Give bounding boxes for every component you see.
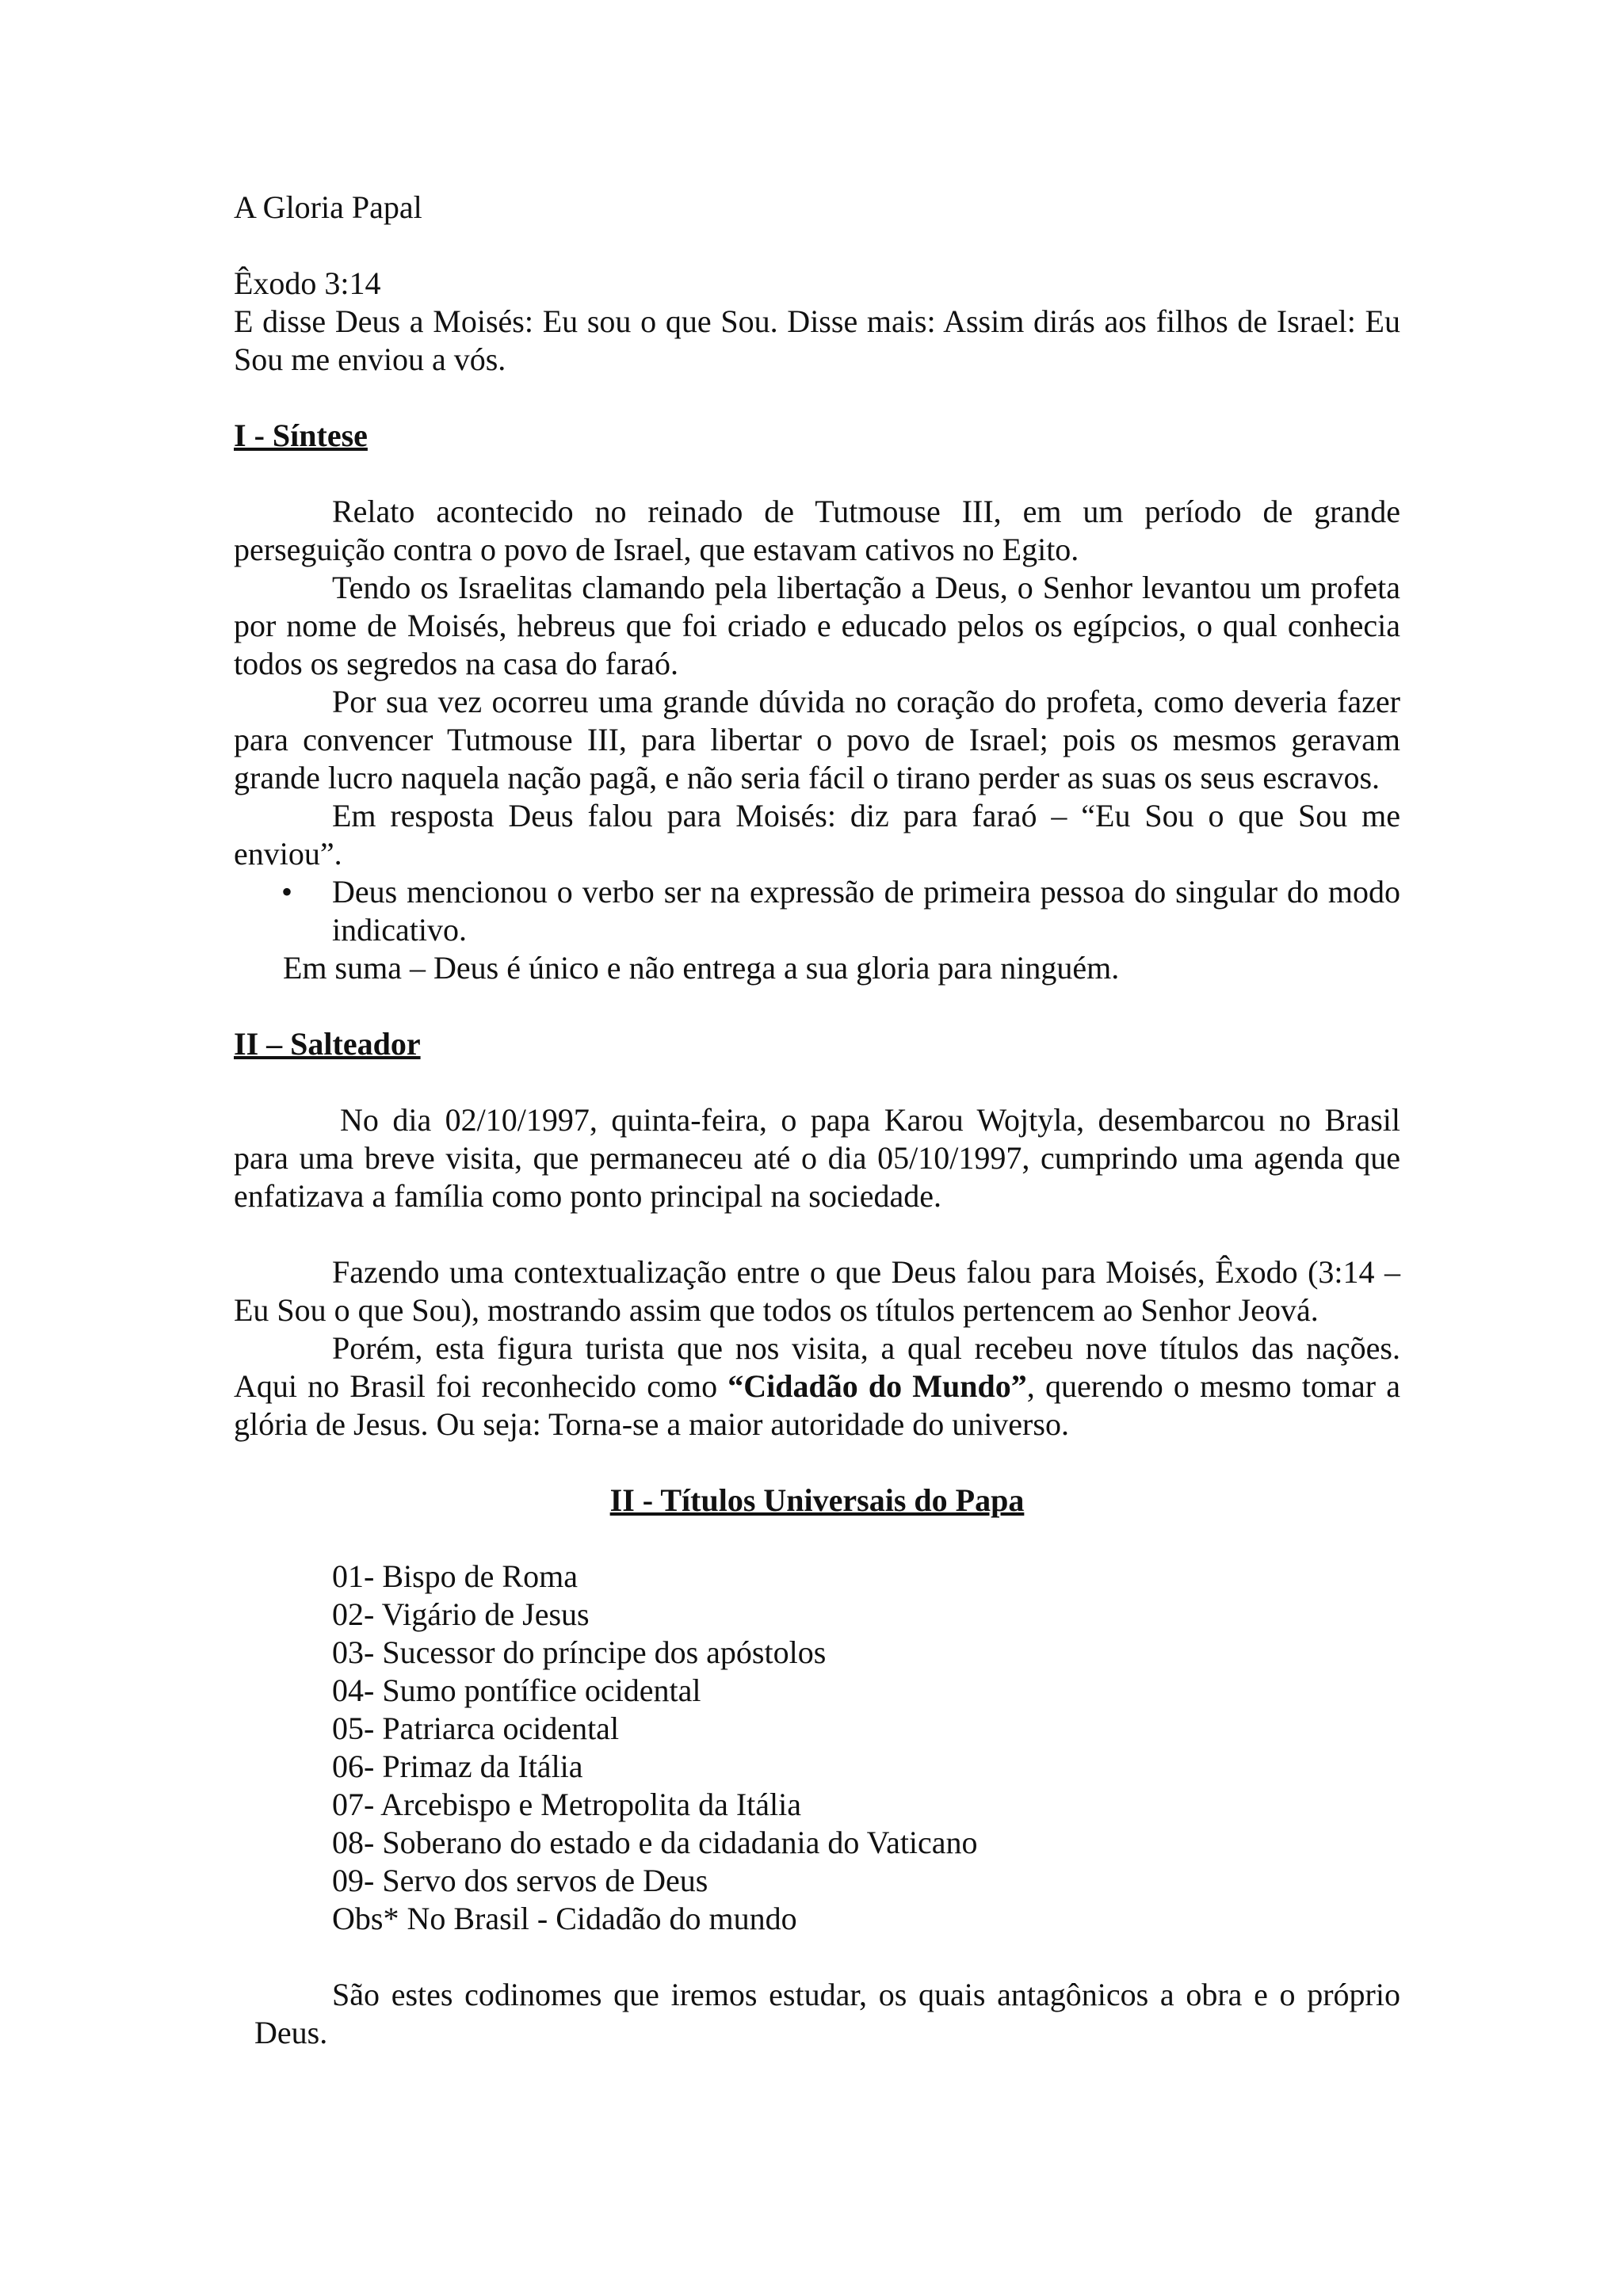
closing-paragraph bbox=[234, 1976, 1400, 2052]
list-item: 08- Soberano do estado e da cidadania do Vaticano bbox=[332, 1825, 978, 1860]
titles-list bbox=[234, 1558, 1400, 1938]
section-heading-salteador: II – Salteador bbox=[234, 1026, 421, 1062]
paragraph: Relato acontecido no reinado de Tutmouse III, em um período de grande perseguição contra o povo de Israel, que estavam cativos no Egito. bbox=[234, 494, 1400, 567]
paragraph: Tendo os Israelitas clamando pela libertação a Deus, o Senhor levantou um profeta por nome de Moisés, hebreus que foi criado e educado pelos os egípcios, o qual conhecia todos os segredos na casa do faraó. bbox=[234, 570, 1400, 681]
bullet-text: Deus mencionou o verbo ser na expressão de primeira pessoa do singular do modo indicativo. bbox=[332, 874, 1400, 948]
list-item: 01- Bispo de Roma bbox=[332, 1558, 578, 1594]
bullet-item bbox=[234, 873, 1400, 949]
document-content bbox=[234, 189, 1400, 2052]
list-item: 05- Patriarca ocidental bbox=[332, 1711, 620, 1746]
list-item: 09- Servo dos servos de Deus bbox=[332, 1863, 708, 1898]
paragraph bbox=[234, 1329, 1400, 1444]
bullet-dot-icon: • bbox=[281, 874, 293, 910]
paragraph-text: Porém, esta figura turista que nos visita, a qual recebeu nove títulos das nações. Aqui no Brasil foi reconhecido como bbox=[234, 1330, 1400, 1404]
section-heading-titulos: II - Títulos Universais do Papa bbox=[609, 1482, 1025, 1518]
paragraph: Fazendo uma contextualização entre o que Deus falou para Moisés, Êxodo (3:14 – Eu Sou o que Sou), mostrando assim que todos os títulos pertencem ao Senhor Jeová. bbox=[234, 1254, 1400, 1328]
list-item: Obs* No Brasil - Cidadão do mundo bbox=[332, 1901, 797, 1936]
paragraph: Por sua vez ocorreu uma grande dúvida no coração do profeta, como deveria fazer para convencer Tutmouse III, para libertar o povo de Israel; pois os mesmos geravam grande lucro naquela nação pagã, e não seria fácil o tirano perder as suas os seus escravos. bbox=[234, 684, 1400, 795]
closing-line: Deus. bbox=[254, 2015, 328, 2050]
list-item: 02- Vigário de Jesus bbox=[332, 1596, 590, 1632]
document-title: A Gloria Papal bbox=[234, 189, 422, 225]
verse-reference: Êxodo 3:14 bbox=[234, 265, 381, 301]
list-item: 07- Arcebispo e Metropolita da Itália bbox=[332, 1787, 802, 1822]
list-item: 04- Sumo pontífice ocidental bbox=[332, 1672, 701, 1708]
list-item: 03- Sucessor do príncipe dos apóstolos bbox=[332, 1634, 827, 1670]
paragraph: No dia 02/10/1997, quinta-feira, o papa Karou Wojtyla, desembarcou no Brasil para uma breve visita, que permaneceu até o dia 05/10/1997, cumprindo uma agenda que enfatizava a família como ponto principal na sociedade. bbox=[234, 1102, 1400, 1214]
paragraph: Em resposta Deus falou para Moisés: diz para faraó – “Eu Sou o que Sou me enviou”. bbox=[234, 798, 1400, 871]
paragraph-text: , querendo o mesmo tomar a glória de Jesus. Ou seja: Torna-se a maior autoridade do universo. bbox=[234, 1368, 1400, 1442]
verse-text: E disse Deus a Moisés: Eu sou o que Sou. Disse mais: Assim dirás aos filhos de Israel: Eu Sou me enviou a vós. bbox=[234, 303, 1400, 377]
bold-phrase: “Cidadão do Mundo” bbox=[727, 1368, 1027, 1404]
closing-line: São estes codinomes que iremos estudar, os quais antagônicos a obra e o próprio bbox=[332, 1977, 1400, 2012]
section-heading-sintese: I - Síntese bbox=[234, 418, 368, 453]
list-item: 06- Primaz da Itália bbox=[332, 1749, 583, 1784]
summary-text: Em suma – Deus é único e não entrega a sua gloria para ninguém. bbox=[283, 950, 1120, 986]
